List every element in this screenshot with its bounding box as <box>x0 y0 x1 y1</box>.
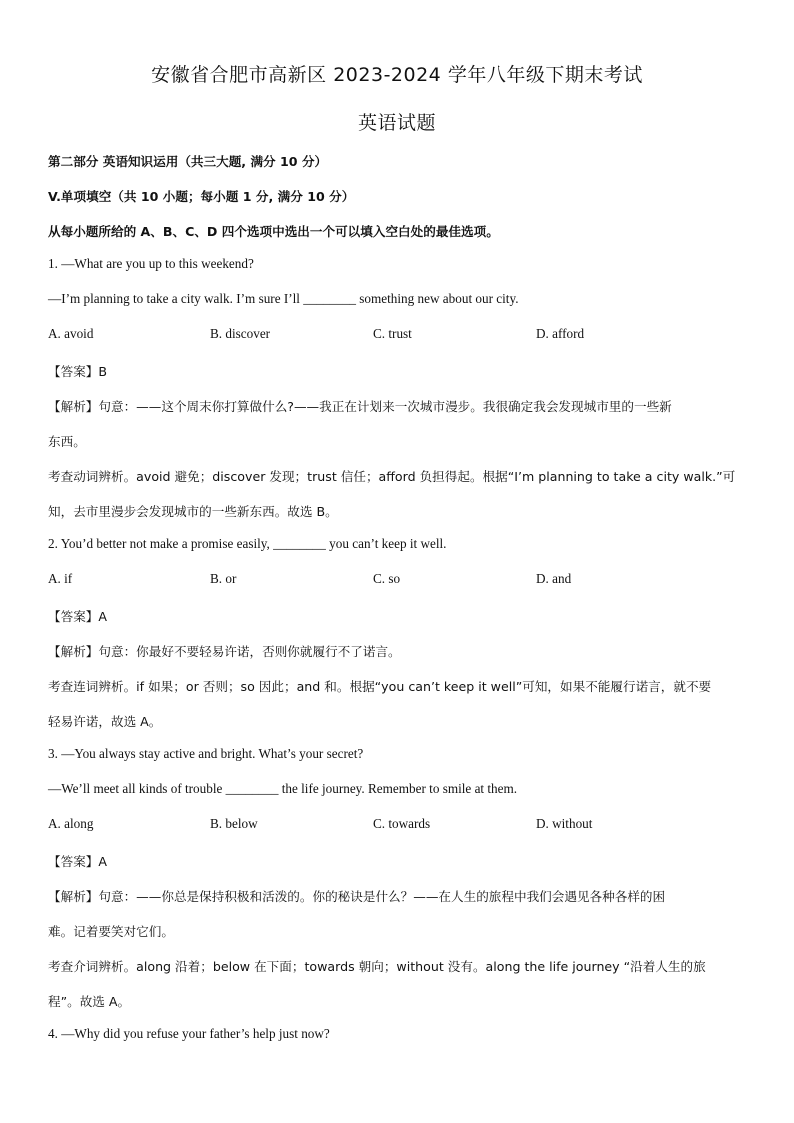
exam-subtitle: 英语试题 <box>357 112 436 134</box>
exam-title: 安徽省合肥市高新区 2023-2024 学年八年级下期末考试 <box>151 64 643 86</box>
q3-analysis-line4: 程”。故选 A。 <box>48 994 131 1009</box>
q1-analysis-line4: 知，去市里漫步会发现城市的一些新东西。故选 B。 <box>48 504 338 519</box>
q2-answer: 【答案】A <box>48 609 107 624</box>
q3-stem-line2: —We’ll meet all kinds of trouble ________ the life journey. Remember to smile at them. <box>48 781 518 796</box>
q3-analysis-line3: 考查介词辨析。along 沿着；below 在下面；towards 朝向；without 没有。along the life journey “沿着人生的旅 <box>48 959 706 974</box>
q1-option-b: B. discover <box>210 326 271 341</box>
q3-option-c: C. towards <box>373 816 431 831</box>
q3-answer: 【答案】A <box>48 854 107 869</box>
q1-stem-line2: —I’m planning to take a city walk. I’m sure I’ll ________ something new about our city. <box>48 291 519 306</box>
q2-option-b: B. or <box>210 571 237 586</box>
q2-option-a: A. if <box>48 571 73 586</box>
q2-stem-line1: 2. You’d better not make a promise easily, ________ you can’t keep it well. <box>48 536 447 551</box>
q3-option-d: D. without <box>536 816 593 831</box>
q3-option-b: B. below <box>210 816 258 831</box>
part-heading: 第二部分 英语知识运用（共三大题, 满分 10 分） <box>48 154 328 169</box>
q2-option-d: D. and <box>536 571 572 586</box>
q2-analysis-line2: 考查连词辨析。if 如果；or 否则；so 因此；and 和。根据“you can’t keep it well”可知，如果不能履行诺言，就不要 <box>48 679 712 694</box>
q1-analysis-line2: 东西。 <box>48 434 86 449</box>
q1-option-c: C. trust <box>373 326 412 341</box>
q2-option-c: C. so <box>373 571 401 586</box>
q4-stem-line1: 4. —Why did you refuse your father’s help just now? <box>48 1026 330 1041</box>
q1-option-a: A. avoid <box>48 326 94 341</box>
q3-analysis-line1: 【解析】句意：——你总是保持积极和活泼的。你的秘诀是什么？——在人生的旅程中我们会遇见各种各样的困 <box>48 889 666 904</box>
q1-analysis-line3: 考查动词辨析。avoid 避免；discover 发现；trust 信任；afford 负担得起。根据“I’m planning to take a city walk.”可 <box>48 469 736 484</box>
section-heading: V.单项填空（共 10 小题；每小题 1 分, 满分 10 分） <box>48 189 355 204</box>
q1-option-d: D. afford <box>536 326 585 341</box>
q3-stem-line1: 3. —You always stay active and bright. What’s your secret? <box>48 746 364 761</box>
q3-analysis-line2: 难。记着要笑对它们。 <box>48 924 174 939</box>
q3-option-a: A. along <box>48 816 94 831</box>
q1-stem-line1: 1. —What are you up to this weekend? <box>48 256 254 271</box>
q1-analysis-line1: 【解析】句意：——这个周末你打算做什么?——我正在计划来一次城市漫步。我很确定我会发现城市里的一些新 <box>48 399 672 414</box>
q2-analysis-line1: 【解析】句意：你最好不要轻易许诺，否则你就履行不了诺言。 <box>48 644 401 659</box>
instruction: 从每小题所给的 A、B、C、D 四个选项中选出一个可以填入空白处的最佳选项。 <box>48 224 499 239</box>
q1-answer: 【答案】B <box>48 364 108 379</box>
q2-analysis-line3: 轻易许诺，故选 A。 <box>48 714 162 729</box>
